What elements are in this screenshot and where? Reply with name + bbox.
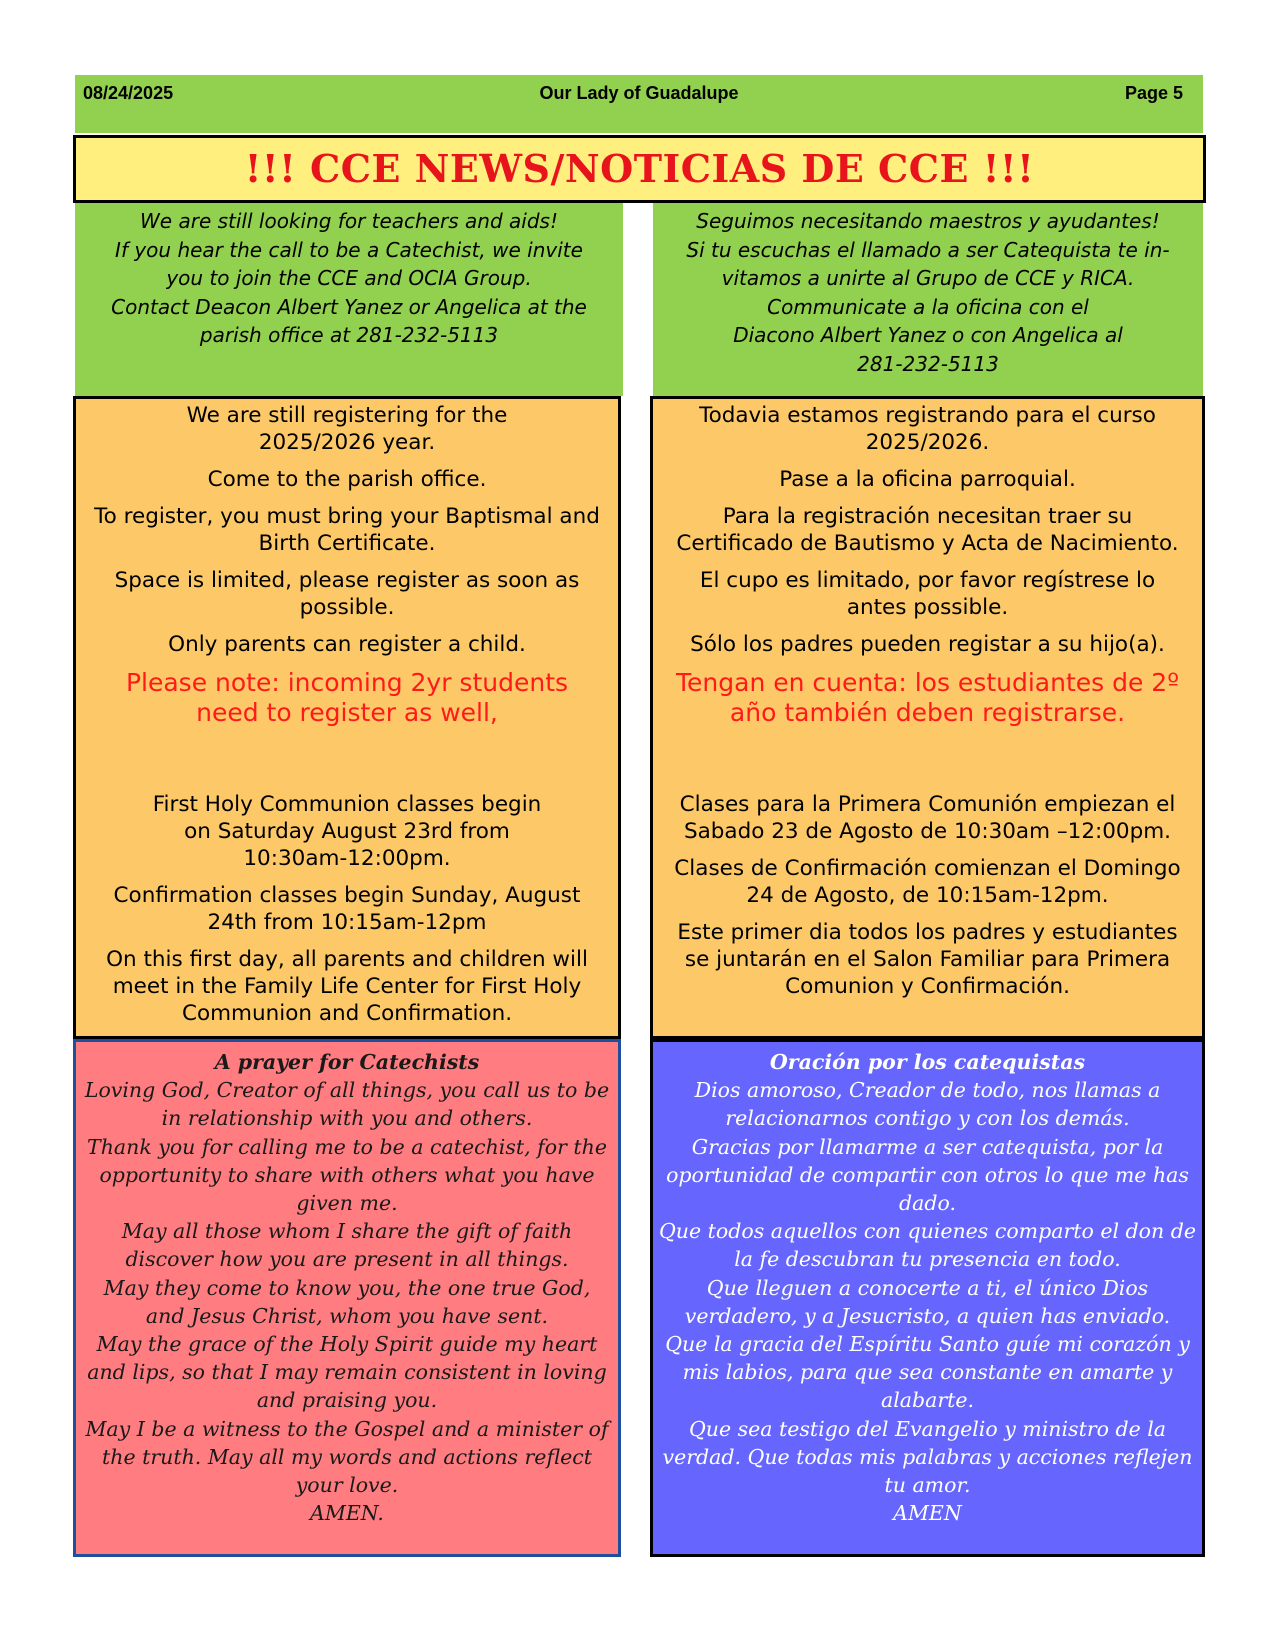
teachers-wanted-spanish [653, 203, 1203, 396]
registration-paragraph: Space is limited, please register as soon as possible. [114, 568, 580, 620]
registration-paragraph: Pase a la oficina parroquial. [779, 467, 1076, 492]
parish-name: Our Lady of Guadalupe [539, 83, 739, 103]
registration-paragraph: We are still registering for the 2025/2026 year. [186, 403, 508, 455]
text-line: Diacono Albert Yanez o con Angelica al [733, 323, 1123, 347]
registration-warning: Tengan en cuenta: los estudiantes de 2º año también deben registrarse. [676, 668, 1179, 727]
registration-english [73, 396, 621, 1039]
section-title: !!! CCE NEWS/NOTICIAS DE CCE !!! [244, 146, 1035, 191]
confirmation-classes: Confirmation classes begin Sunday, August 24th from 10:15am-12pm [113, 883, 581, 935]
prayer-line: May I be a witness to the Gospel and a minister of the truth. May all my words and actions reflect your love. [85, 1416, 609, 1498]
prayer-title: A prayer for Catechists [214, 1050, 480, 1074]
registration-paragraph: Para la registración necesitan traer su Certificado de Bautismo y Acta de Nacimiento. [676, 504, 1179, 556]
prayer-line: Que todos aquellos con quienes comparto el don de la fe descubran tu presencia en todo. [659, 1219, 1196, 1272]
prayer-line: Thank you for calling me to be a catechist, for the opportunity to share with others what you have given me. [87, 1134, 607, 1216]
registration-warning: Please note: incoming 2yr students need to register as well, [125, 668, 569, 727]
page-header [75, 75, 1203, 133]
registration-paragraph: Come to the parish office. [207, 467, 487, 492]
prayer-line: Que la gracia del Espíritu Santo guíe mi corazón y mis labios, para que sea constante en amarte y alabarte. [665, 1332, 1190, 1413]
registration-paragraph: Sólo los padres pueden registar a su hijo(a). [690, 632, 1165, 657]
communion-classes: First Holy Communion classes begin on Saturday August 23rd from 10:30am-12:00pm. [152, 792, 542, 871]
prayer-line: May they come to know you, the one true God, and Jesus Christ, whom you have sent. [103, 1275, 591, 1328]
prayer-line: May all those whom I share the gift of faith discover how you are present in all things. [121, 1219, 573, 1272]
text-line: Seguimos necesitando maestros y ayudantes! [696, 209, 1160, 233]
prayer-amen: AMEN [893, 1501, 962, 1526]
teachers-wanted-english [75, 203, 623, 396]
text-line: Contact Deacon Albert Yanez or Angelica at the [111, 294, 587, 319]
registration-paragraph: Only parents can register a child. [168, 632, 526, 657]
prayer-line: Que lleguen a conocerte a ti, el único Dios verdadero, y a Jesucristo, a quien has enviado. [684, 1275, 1171, 1328]
text-line: If you hear the call to be a Catechist, we invite [115, 237, 583, 262]
first-day-note: On this first day, all parents and children will meet in the Family Life Center for First Holy Communion and Confirmation. [106, 947, 588, 1026]
prayer-english [73, 1039, 621, 1557]
prayer-line: Que sea testigo del Evangelio y ministro de la verdad. Que todas mis palabras y acciones reflejen tu amor. [662, 1416, 1193, 1498]
prayer-line: Loving God, Creator of all things, you call us to be in relationship with you and others. [84, 1078, 610, 1131]
confirmation-classes: Clases de Confirmación comienzan el Domingo 24 de Agosto, de 10:15am-12pm. [674, 856, 1181, 908]
prayer-line: Gracias por llamarme a ser catequista, por la oportunidad de compartir con otros lo que me has dado. [666, 1134, 1189, 1216]
text-line: you to join the CCE and OCIA Group. [166, 266, 532, 290]
text-line: vitamos a unirte al Grupo de CCE y RICA. [721, 266, 1135, 290]
text-line: parish office at 281-232-5113 [199, 323, 499, 347]
prayer-spanish [650, 1039, 1205, 1557]
page-number: Page 5 [1124, 83, 1183, 103]
registration-paragraph: El cupo es limitado, por favor regístrese lo antes possible. [699, 568, 1156, 620]
communion-classes: Clases para la Primera Comunión empiezan el Sabado 23 de Agosto de 10:30am –12:00pm. [679, 792, 1176, 844]
registration-paragraph: Todavia estamos registrando para el curso 2025/2026. [699, 403, 1156, 455]
section-title-box [73, 135, 1206, 203]
registration-paragraph: To register, you must bring your Baptismal and Birth Certificate. [94, 504, 600, 556]
text-line: Communicate a la oficina con el [767, 294, 1089, 319]
text-line: Si tu escuchas el llamado a ser Catequista te in- [686, 237, 1170, 262]
text-line: We are still looking for teachers and aids! [140, 209, 558, 233]
text-line: 281-232-5113 [857, 351, 999, 376]
prayer-line: May the grace of the Holy Spirit guide my heart and lips, so that I may remain consistent in loving and praising you. [87, 1332, 607, 1413]
prayer-title: Oración por los catequistas [769, 1050, 1086, 1074]
first-day-note: Este primer dia todos los padres y estudiantes se juntarán en el Salon Familiar para Primera Comunion y Confirmación. [677, 920, 1178, 999]
registration-spanish [650, 396, 1205, 1039]
bulletin-date: 08/24/2025 [83, 83, 174, 103]
prayer-line: Dios amoroso, Creador de todo, nos llamas a relacionarnos contigo y con los demás. [694, 1078, 1161, 1131]
prayer-amen: AMEN. [310, 1501, 384, 1526]
